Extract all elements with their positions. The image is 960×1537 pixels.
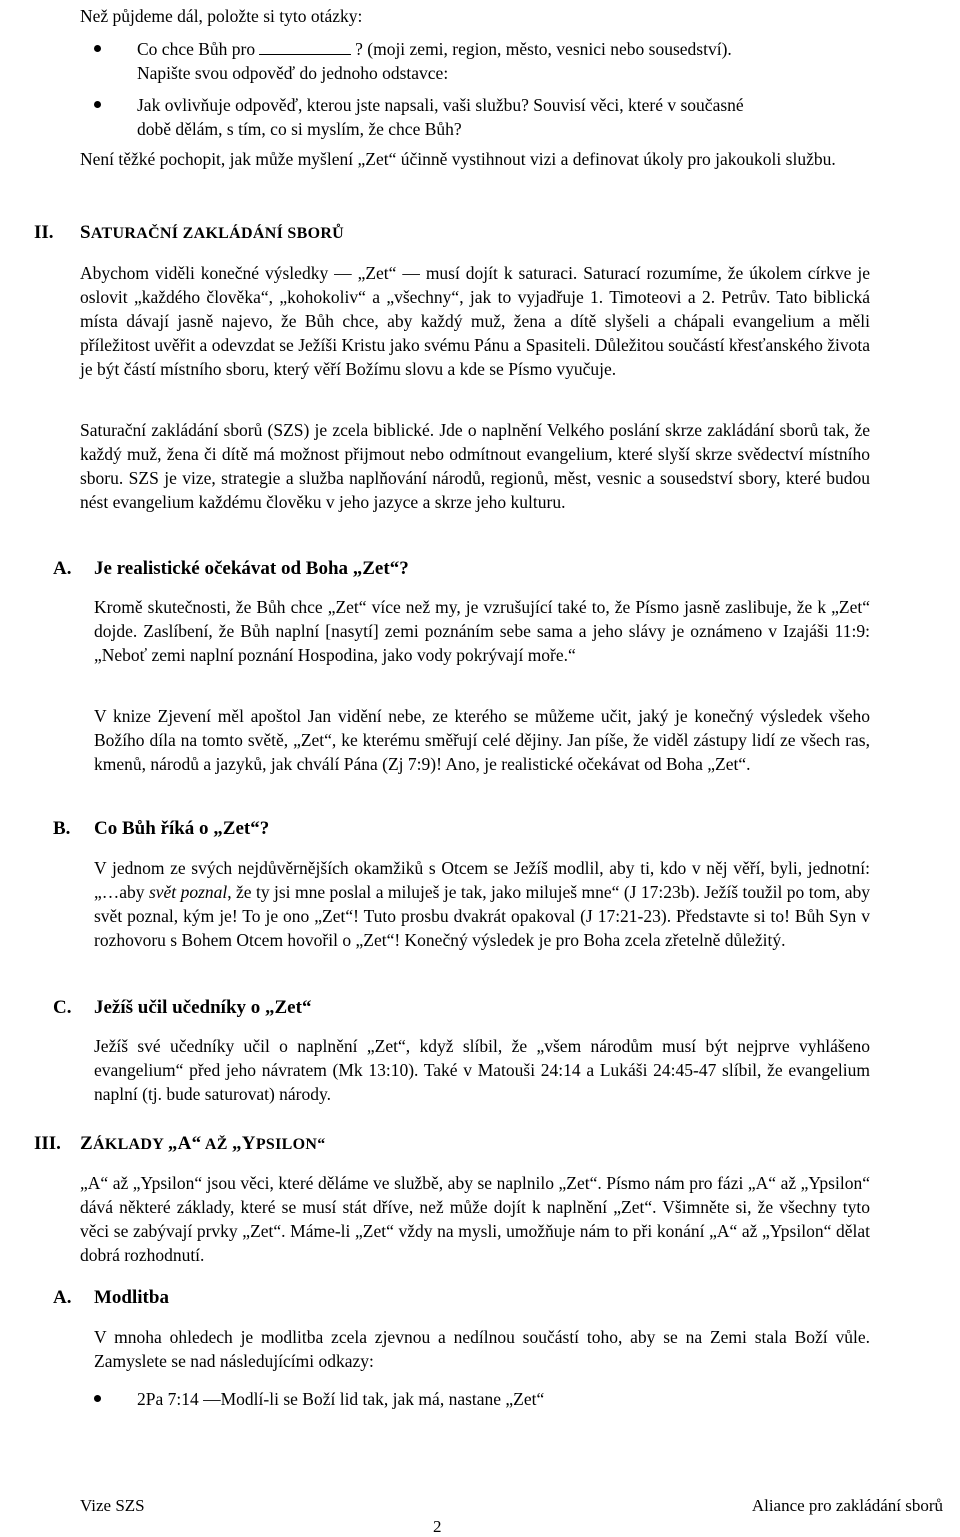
footer-left: Vize SZS [80,1496,145,1515]
section-2c-title: Ježíš učil učedníky o „Zet“ [94,997,312,1018]
section-2a-letter: A. [53,558,72,579]
section-2a-title: Je realistické očekávat od Boha „Zet“? [94,558,409,579]
intro-closing: Není těžké pochopit, jak může myšlení „Zet“ účinně vystihnout vizi a definovat úkoly pro jakoukoli službu. [80,149,836,169]
section-3a-bullet: 2Pa 7:14 —Modlí-li se Boží lid tak, jak má, nastane „Zet“ [137,1389,545,1409]
section-3a-paragraph-1: V mnoha ohledech je modlitba zcela zjevnou a nedílnou součástí toho, aby se na Zemi stala Boží vůle. Zamyslete se nad následujícími odkazy: [94,1327,870,1371]
section-2-title-cap: S [80,222,91,243]
section-2a-paragraph-1: Kromě skutečnosti, že Bůh chce „Zet“ více než my, je vzrušující také to, že Písmo jasně zaslibuje, že k „Zet“ dojde. Zaslíbení, že Bůh naplní [nasytí] zemi poznáním sebe sama a jeho slávy je oznámeno v Izajáši 11:9: „Neboť zemi naplní poznání Hospodina, jako vody pokrývají moře.“ [94,597,870,665]
section-3-title-rest-1: ÁKLADY [92,1136,168,1153]
bullet-1-text-a: Co chce Bůh pro [137,39,256,59]
section-3-title-cap-1: Z [80,1133,93,1154]
section-2b-text-a: V jednom ze svých nejdůvěrnějších okamžiků s Otcem se Ježíš modlil, aby ti, kdo v něj věří, byli, jednotní: „…aby [94,858,870,902]
section-3-title-rest-3: PSILON“ [255,1136,326,1153]
section-2b-text-b: , že ty jsi mne poslal a miluješ je tak, jako miluješ mne“ (J 17:23b). Ježíš toužil po tom, aby svět poznal, kým je! To je ono „Zet“! Tuto prosbu dvakrát opakoval (J 17:21-23). Představte si to! Bůh Syn v rozhovoru s Bohem Otcem hovořil o „Zet“! Konečný výsledek je pro Boha zcela zřetelně důležitý. [94,882,870,950]
bullet-icon [94,45,101,52]
section-3a-letter: A. [53,1287,72,1308]
section-3-paragraph-1: „A“ až „Ypsilon“ jsou věci, které děláme ve službě, aby se naplnilo „Zet“. Písmo nám pro fázi „A“ až „Ypsilon“ dává některé základy, které se musí stát dříve, než může dojít k naplnění „Zet“. Všimněte si, že všechny tyto věci se zabývají prvky „Zet“. Máme-li „Zet“ vždy na mysli, umožňuje nám to při konání „A“ až „Ypsilon“ dělat dobrá rozhodnutí. [80,1173,870,1265]
footer-right: Aliance pro zakládání sborů [751,1496,943,1515]
intro-lead: Než půjdeme dál, položte si tyto otázky: [80,6,363,26]
section-3-number: III. [34,1133,61,1154]
section-2b-title: Co Bůh říká o „Zet“? [94,818,270,839]
section-2c-letter: C. [53,997,72,1018]
section-2-title [80,222,344,244]
section-2a-paragraph-2: V knize Zjevení měl apoštol Jan vidění nebe, ze kterého se můžeme učit, jaký je konečný výsledek všeho Božího díla na tomto světě, „Zet“, ke kterému směřují celé dějiny. Jan píše, že viděl zástupy lidí ze všech ras, kmenů, národů a jazyků, jak chválí Pána (Zj 7:9)! Ano, je realistické očekávat od Boha „Zet“. [94,706,870,774]
section-3a-title: Modlitba [94,1287,169,1308]
answer-blank [259,40,351,55]
section-2-title-rest: ATURAČNÍ ZAKLÁDÁNÍ SBORŮ [90,225,345,242]
intro-bullet-2-line2: době dělám, s tím, co si myslím, že chce Bůh? [137,119,462,139]
section-2-paragraph-2: Saturační zakládání sborů (SZS) je zcela biblické. Jde o naplnění Velkého poslání skrze zakládání sborů tak, že každý muž, žena či dítě má možnost přijmout nebo odmítnout evangelium, které slyší skrze svědectví místního sboru. SZS je vize, strategie a služba naplňování národů, regionů, měst, vesnic a sousedství sbory, které budou nést evangelium každému člověku v jeho jazyce a skrze jeho kulturu. [80,420,870,512]
intro-bullet-2-line1: Jak ovlivňuje odpověď, kterou jste napsali, vaši službu? Souvisí věci, které v současné [137,95,744,115]
section-2b-paragraph-1 [94,856,870,952]
footer-page-number: 2 [433,1517,442,1536]
intro-bullet-1-line2: Napište svou odpověď do jednoho odstavce: [137,63,449,83]
section-2c-paragraph-1: Ježíš své učedníky učil o naplnění „Zet“, když slíbil, že „všem národům musí být nejprve vyhlášeno evangelium“ před jeho návratem (Mk 13:10). Také v Matouši 24:14 a Lukáši 24:45-47 slíbil, že evangelium naplní (tj. bude saturovat) národy. [94,1036,870,1104]
section-3-title [80,1133,326,1155]
section-3-title-rest-2: AŽ [201,1136,232,1153]
section-3-title-cap-3: „Y [232,1133,256,1154]
section-2-paragraph-1: Abychom viděli konečné výsledky — „Zet“ — musí dojít k saturaci. Saturací rozumíme, že úkolem církve je oslovit „každého člověka“, „kohokoliv“ a „všechny“, jak to vyjadřuje 1. Timoteovi a 2. Petrův. Tato biblická místa dávají jasně najevo, že Bůh chce, aby každý muž, žena a dítě slyšeli a chápali evangelium a měli příležitost uvěřit a odevzdat se Ježíši Kristu jako svému Pánu a Spasiteli. Důležitou součástí křesťanského života je být částí místního sboru, který věří Božímu slovu a kde se Písmo vyučuje. [80,263,870,379]
section-2-number: II. [34,222,54,243]
bullet-1-text-b: ? (moji zemi, region, město, vesnici nebo sousedství). [355,39,732,59]
bullet-icon [94,101,101,108]
section-3-title-cap-2: „A“ [167,1133,202,1154]
intro-bullet-1 [137,37,872,61]
section-2b-letter: B. [53,818,71,839]
section-2b-emphasis: svět poznal [148,882,228,902]
bullet-icon [94,1395,101,1402]
